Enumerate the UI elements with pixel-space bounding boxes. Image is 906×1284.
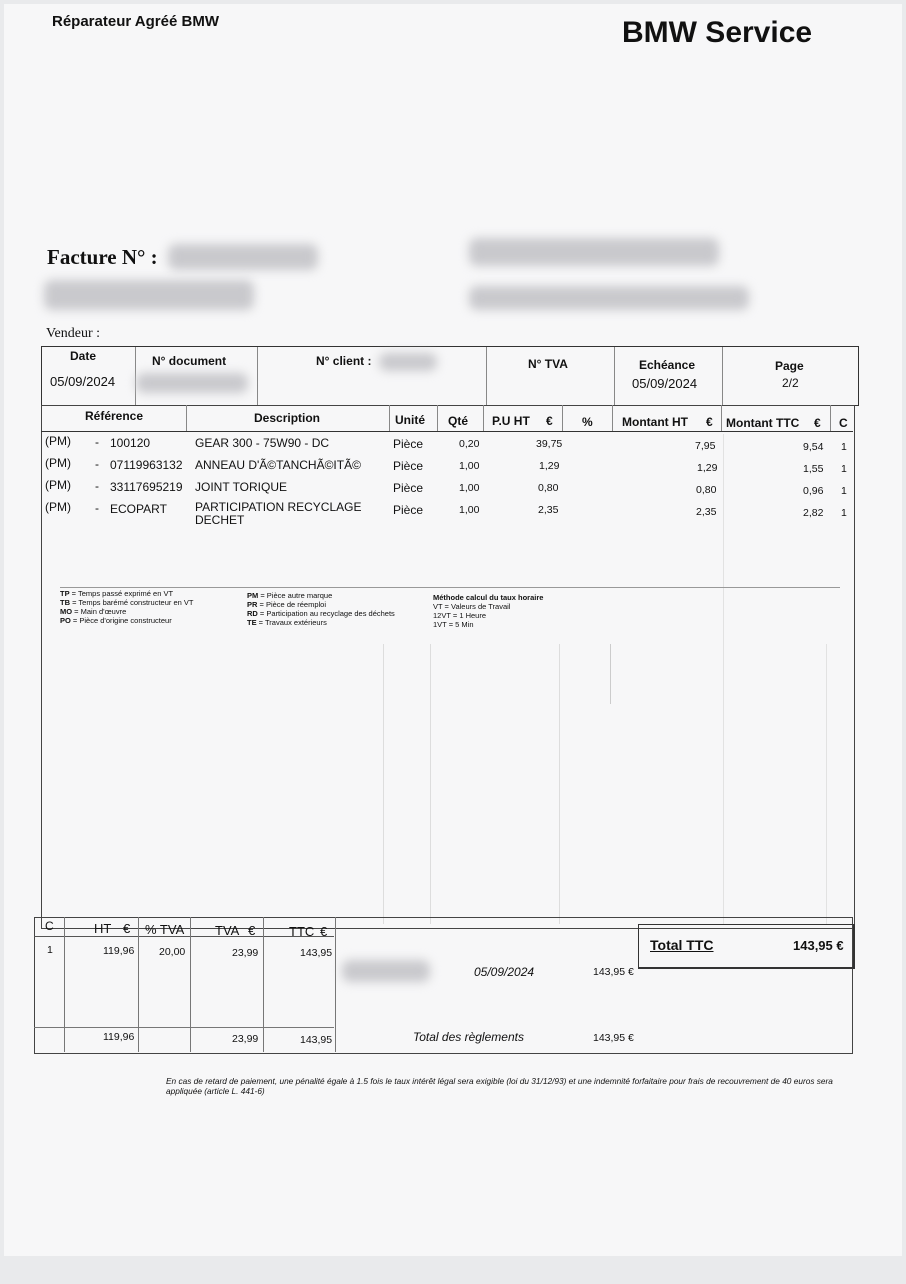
redacted-customer-name [44, 280, 254, 310]
totals-header-ht-euro: € [123, 921, 131, 936]
line-4-pu: 2,35 [538, 504, 559, 516]
col-header-reference: Référence [85, 409, 144, 423]
invoice-page [4, 4, 902, 1256]
brand-title: BMW Service [622, 16, 813, 49]
dealer-label: Réparateur Agréé BMW [52, 13, 219, 30]
line-3-desc: JOINT TORIQUE [195, 480, 288, 494]
line-4-mttc: 2,82 [803, 507, 824, 519]
line-3-type: (PM) [45, 478, 71, 492]
line-2-unit: Pièce [393, 459, 424, 473]
payment-date: 05/09/2024 [474, 965, 535, 979]
col-header-euro-1: € [546, 414, 553, 428]
line-1-unit: Pièce [393, 437, 424, 451]
info-tva-label: N° TVA [528, 357, 568, 371]
line-4-desc: PARTICIPATION RECYCLAGE [195, 500, 362, 514]
line-2-type: (PM) [45, 456, 71, 470]
totals-row-c: 1 [47, 944, 53, 956]
col-header-qty: Qté [448, 414, 469, 428]
totals-header-ttc-euro: € [320, 924, 328, 939]
line-3-dash: - [95, 479, 99, 493]
totals-header-ttc: TTC [289, 924, 315, 939]
redacted-address-line-1 [469, 238, 719, 266]
totals-header-tva: TVA [215, 923, 240, 938]
col-header-unit: Unité [395, 413, 425, 427]
reglements-value: 143,95 € [593, 1032, 634, 1044]
line-4-qty: 1,00 [459, 504, 480, 516]
line-1-desc: GEAR 300 - 75W90 - DC [195, 436, 330, 450]
line-2-desc: ANNEAU D'Ã©TANCHÃ©ITÃ© [195, 458, 361, 472]
totals-row-ttc: 143,95 [300, 947, 333, 959]
totals-sum-ht: 119,96 [103, 1031, 135, 1043]
line-1-ref: 100120 [110, 436, 151, 450]
line-2-ref: 07119963132 [110, 458, 183, 472]
line-4-c: 1 [841, 507, 847, 519]
info-due-value: 05/09/2024 [632, 376, 698, 391]
line-4-desc-2: DECHET [195, 513, 245, 527]
line-2-dash: - [95, 457, 99, 471]
totals-row-ht: 119,96 [103, 945, 135, 957]
redacted-invoice-number [168, 244, 318, 270]
line-1-mttc: 9,54 [803, 441, 824, 453]
col-header-c: C [839, 416, 848, 430]
totals-sum-tva: 23,99 [232, 1033, 259, 1045]
redacted-client-number [379, 353, 437, 371]
line-3-mht: 0,80 [696, 484, 717, 496]
total-ttc-value: 143,95 € [793, 938, 844, 953]
line-3-unit: Pièce [393, 481, 424, 495]
line-3-ref: 33117695219 [110, 480, 183, 494]
payment-amount: 143,95 € [593, 966, 634, 978]
line-2-mht: 1,29 [697, 462, 718, 474]
col-header-unit-price: P.U HT [492, 414, 530, 428]
line-3-qty: 1,00 [459, 482, 480, 494]
col-header-euro-3: € [814, 416, 821, 430]
legend-column-1: TP = Temps passé exprimé en VT TB = Temps barémé constructeur en VT MO = Main d'œuvre PO = Pièce d'origine constructeur [60, 589, 194, 625]
invoice-title: Facture N° : [47, 245, 158, 269]
legend-column-2: PM = Pièce autre marque PR = Pièce de réemploi RD = Participation au recyclage des déchets TE = Travaux extérieurs [247, 591, 395, 627]
line-1-pu: 39,75 [536, 438, 563, 450]
totals-header-c: C [45, 919, 54, 933]
info-client-label: N° client : [316, 354, 372, 368]
line-4-mht: 2,35 [696, 506, 717, 518]
redacted-payment-method [342, 960, 430, 982]
late-payment-notice: En cas de retard de paiement, une pénalité égale à 1.5 fois le taux intérêt légal sera exigible (loi du 31/12/93) et une indemnité forfaitaire pour frais de recouvrement de 40 euros sera appliquée (article L. 441-6) [166, 1076, 833, 1096]
redacted-address-line-2 [469, 286, 749, 310]
totals-row-pct: 20,00 [159, 946, 186, 958]
legend-column-3: Méthode calcul du taux horaire VT = Valeurs de Travail 12VT = 1 Heure 1VT = 5 Min [433, 593, 544, 629]
line-1-dash: - [95, 435, 99, 449]
col-header-amount-ttc: Montant TTC [726, 416, 800, 430]
totals-row-tva: 23,99 [232, 947, 259, 959]
line-4-type: (PM) [45, 500, 71, 514]
redacted-document-number [136, 373, 248, 393]
reglements-label: Total des règlements [413, 1030, 524, 1044]
line-4-dash: - [95, 501, 99, 515]
totals-header-ht: HT [94, 921, 112, 936]
line-4-ref: ECOPART [110, 502, 167, 516]
line-4-unit: Pièce [393, 503, 424, 517]
info-date-label: Date [70, 349, 97, 363]
line-1-c: 1 [841, 441, 847, 453]
col-header-description: Description [254, 411, 321, 425]
line-3-c: 1 [841, 485, 847, 497]
line-1-mht: 7,95 [695, 440, 716, 452]
totals-header-tva-euro: € [248, 923, 256, 938]
col-header-euro-2: € [706, 415, 713, 429]
line-2-qty: 1,00 [459, 460, 480, 472]
line-2-c: 1 [841, 463, 847, 475]
info-page-value: 2/2 [782, 376, 799, 390]
totals-sum-ttc: 143,95 [300, 1034, 333, 1046]
info-document-label: N° document [152, 354, 227, 368]
totals-header-pct-tva: % TVA [145, 922, 185, 937]
line-1-type: (PM) [45, 434, 71, 448]
line-1-qty: 0,20 [459, 438, 480, 450]
info-due-label: Echéance [639, 358, 696, 372]
col-header-percent: % [582, 415, 593, 429]
col-header-amount-ht: Montant HT [622, 415, 688, 429]
line-2-pu: 1,29 [539, 460, 560, 472]
total-ttc-label: Total TTC [650, 937, 714, 953]
line-2-mttc: 1,55 [803, 463, 824, 475]
info-page-label: Page [775, 359, 804, 373]
vendor-label: Vendeur : [46, 326, 101, 341]
info-date-value: 05/09/2024 [50, 374, 116, 389]
line-3-mttc: 0,96 [803, 485, 824, 497]
line-3-pu: 0,80 [538, 482, 559, 494]
